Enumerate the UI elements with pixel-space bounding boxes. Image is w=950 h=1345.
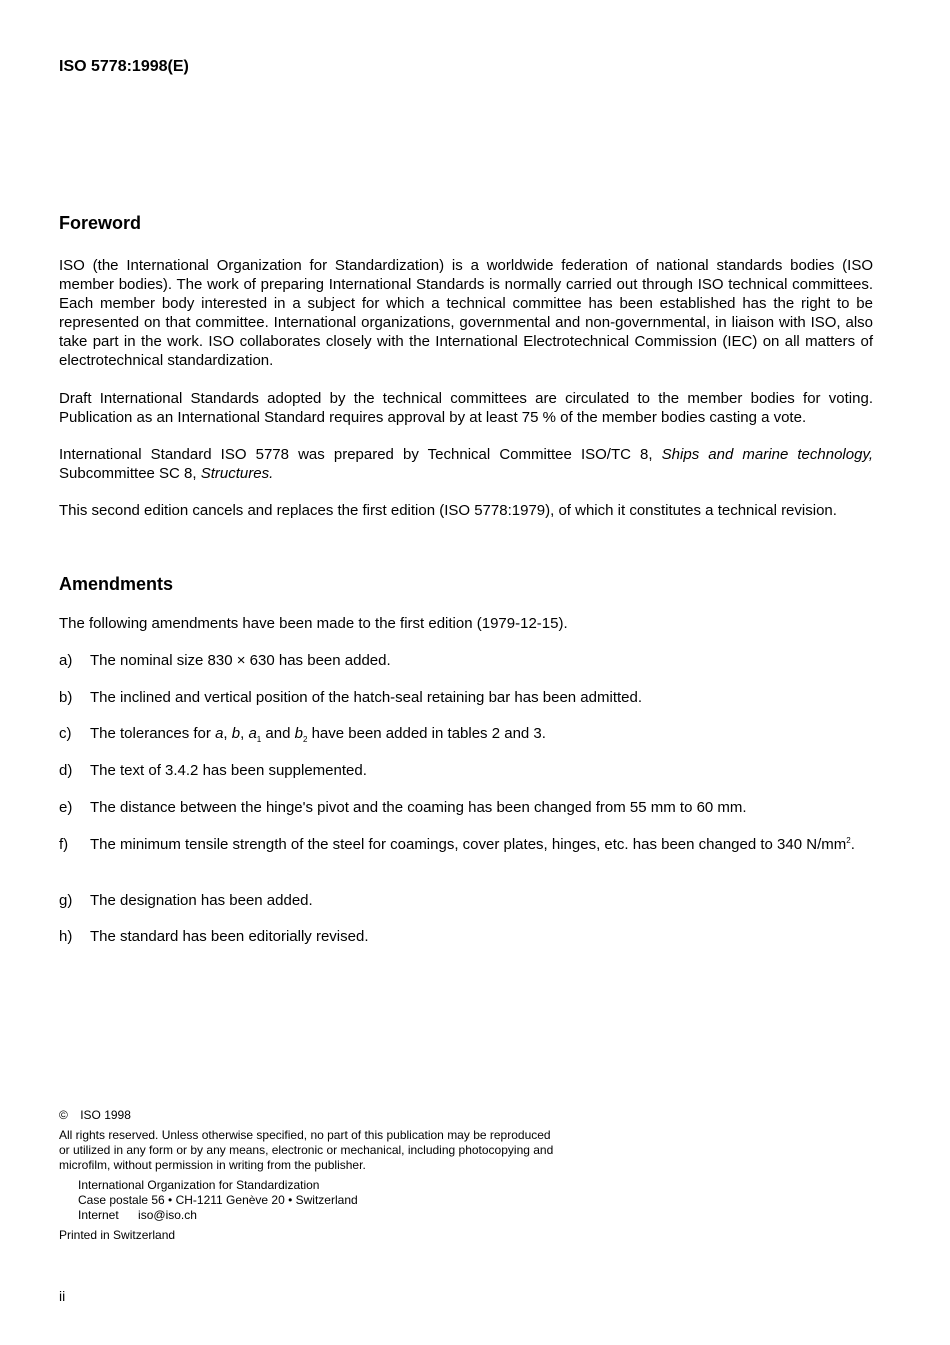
- amendment-item-h: [59, 927, 873, 946]
- amendment-item-d: [59, 761, 873, 780]
- amendment-text: The inclined and vertical position of the hatch-seal retaining bar has been admitted.: [90, 689, 643, 706]
- internet-address: iso@iso.ch: [138, 1208, 197, 1222]
- foreword-paragraph-1: ISO (the International Organization for Standardization) is a worldwide federation of national standards bodies (ISO member bodies). The work of preparing International Standards is normally carried out through ISO technical committees. Each member body interested in a subject for which a technical committee has been established has the right to be represented on that committee. International organizations, governmental and non-governmental, in liaison with ISO, also take part in the work. ISO collaborates closely with the International Electrotechnical Commission (IEC) on all matters of electrotechnical standardization.: [59, 257, 873, 369]
- foreword-paragraph-3: [59, 445, 873, 483]
- prep-text-middle: Subcommittee SC 8,: [59, 465, 201, 482]
- amendments-intro: The following amendments have been made to the first edition (1979-12-15).: [59, 615, 568, 632]
- amendment-text: The nominal size 830 × 630 has been added.: [90, 652, 391, 669]
- amendment-item-c: [59, 724, 873, 743]
- printed-in-note: Printed in Switzerland: [59, 1228, 176, 1242]
- address-line-1: International Organization for Standardization: [78, 1178, 320, 1192]
- standard-identifier: ISO 5778:1998(E): [59, 58, 189, 75]
- amendment-text: The standard has been editorially revised.: [90, 928, 369, 945]
- amendment-text: The minimum tensile strength of the steel for coamings, cover plates, hinges, etc. has been changed to 340 $N/mm^2$.: [90, 836, 855, 853]
- list-letter: h): [59, 928, 73, 945]
- rights-line-3: microfilm, without permission in writing from the publisher.: [59, 1158, 366, 1172]
- copyright-symbol: ©: [59, 1108, 68, 1122]
- address-line-2: Case postale 56 • CH-1211 Genève 20 • Switzerland: [78, 1193, 358, 1207]
- list-letter: f): [59, 836, 69, 853]
- prep-text-before: International Standard ISO 5778 was prepared by Technical Committee ISO/TC 8,: [59, 446, 662, 463]
- copyright-owner-year: ISO 1998: [80, 1108, 131, 1122]
- foreword-paragraph-4: This second edition cancels and replaces the first edition (ISO 5778:1979), of which it constitutes a technical revision.: [59, 502, 837, 519]
- list-letter: c): [59, 725, 72, 742]
- amendment-item-b: [59, 688, 873, 707]
- page-number: ii: [59, 1288, 66, 1304]
- amendment-item-e: [59, 798, 873, 817]
- amendment-item-f: [59, 835, 873, 854]
- amendment-item-a: [59, 651, 873, 670]
- amendment-text: The designation has been added.: [90, 892, 313, 909]
- rights-line-1: All rights reserved. Unless otherwise specified, no part of this publication may be reproduced: [59, 1128, 551, 1142]
- committee-title: Ships and marine technology,: [661, 446, 873, 463]
- list-letter: b): [59, 689, 73, 706]
- foreword-paragraph-2: Draft International Standards adopted by the technical committees are circulated to the member bodies for voting. Publication as an International Standard requires approval by at least 75 % of the member bodies casting a vote.: [59, 390, 873, 426]
- amendment-text: The distance between the hinge's pivot and the coaming has been changed from 55 mm to 60 mm.: [90, 799, 747, 816]
- amendment-text: The tolerances for a, b, $a_1$ and $b_2$ have been added in tables 2 and 3.: [90, 725, 546, 744]
- amendment-text: The text of 3.4.2 has been supplemented.: [90, 762, 367, 779]
- amendments-heading: Amendments: [59, 574, 174, 594]
- subcommittee-title: Structures.: [200, 465, 274, 482]
- amendment-item-g: [59, 891, 873, 910]
- list-letter: a): [59, 652, 73, 669]
- copyright-line: [59, 1108, 131, 1123]
- list-letter: e): [59, 799, 73, 816]
- internet-label: Internet: [78, 1208, 119, 1222]
- foreword-heading: Foreword: [59, 213, 142, 233]
- list-letter: d): [59, 762, 73, 779]
- internet-line: [78, 1208, 197, 1223]
- list-letter: g): [59, 892, 73, 909]
- rights-line-2: or utilized in any form or by any means, electronic or mechanical, including photocopying and: [59, 1143, 554, 1157]
